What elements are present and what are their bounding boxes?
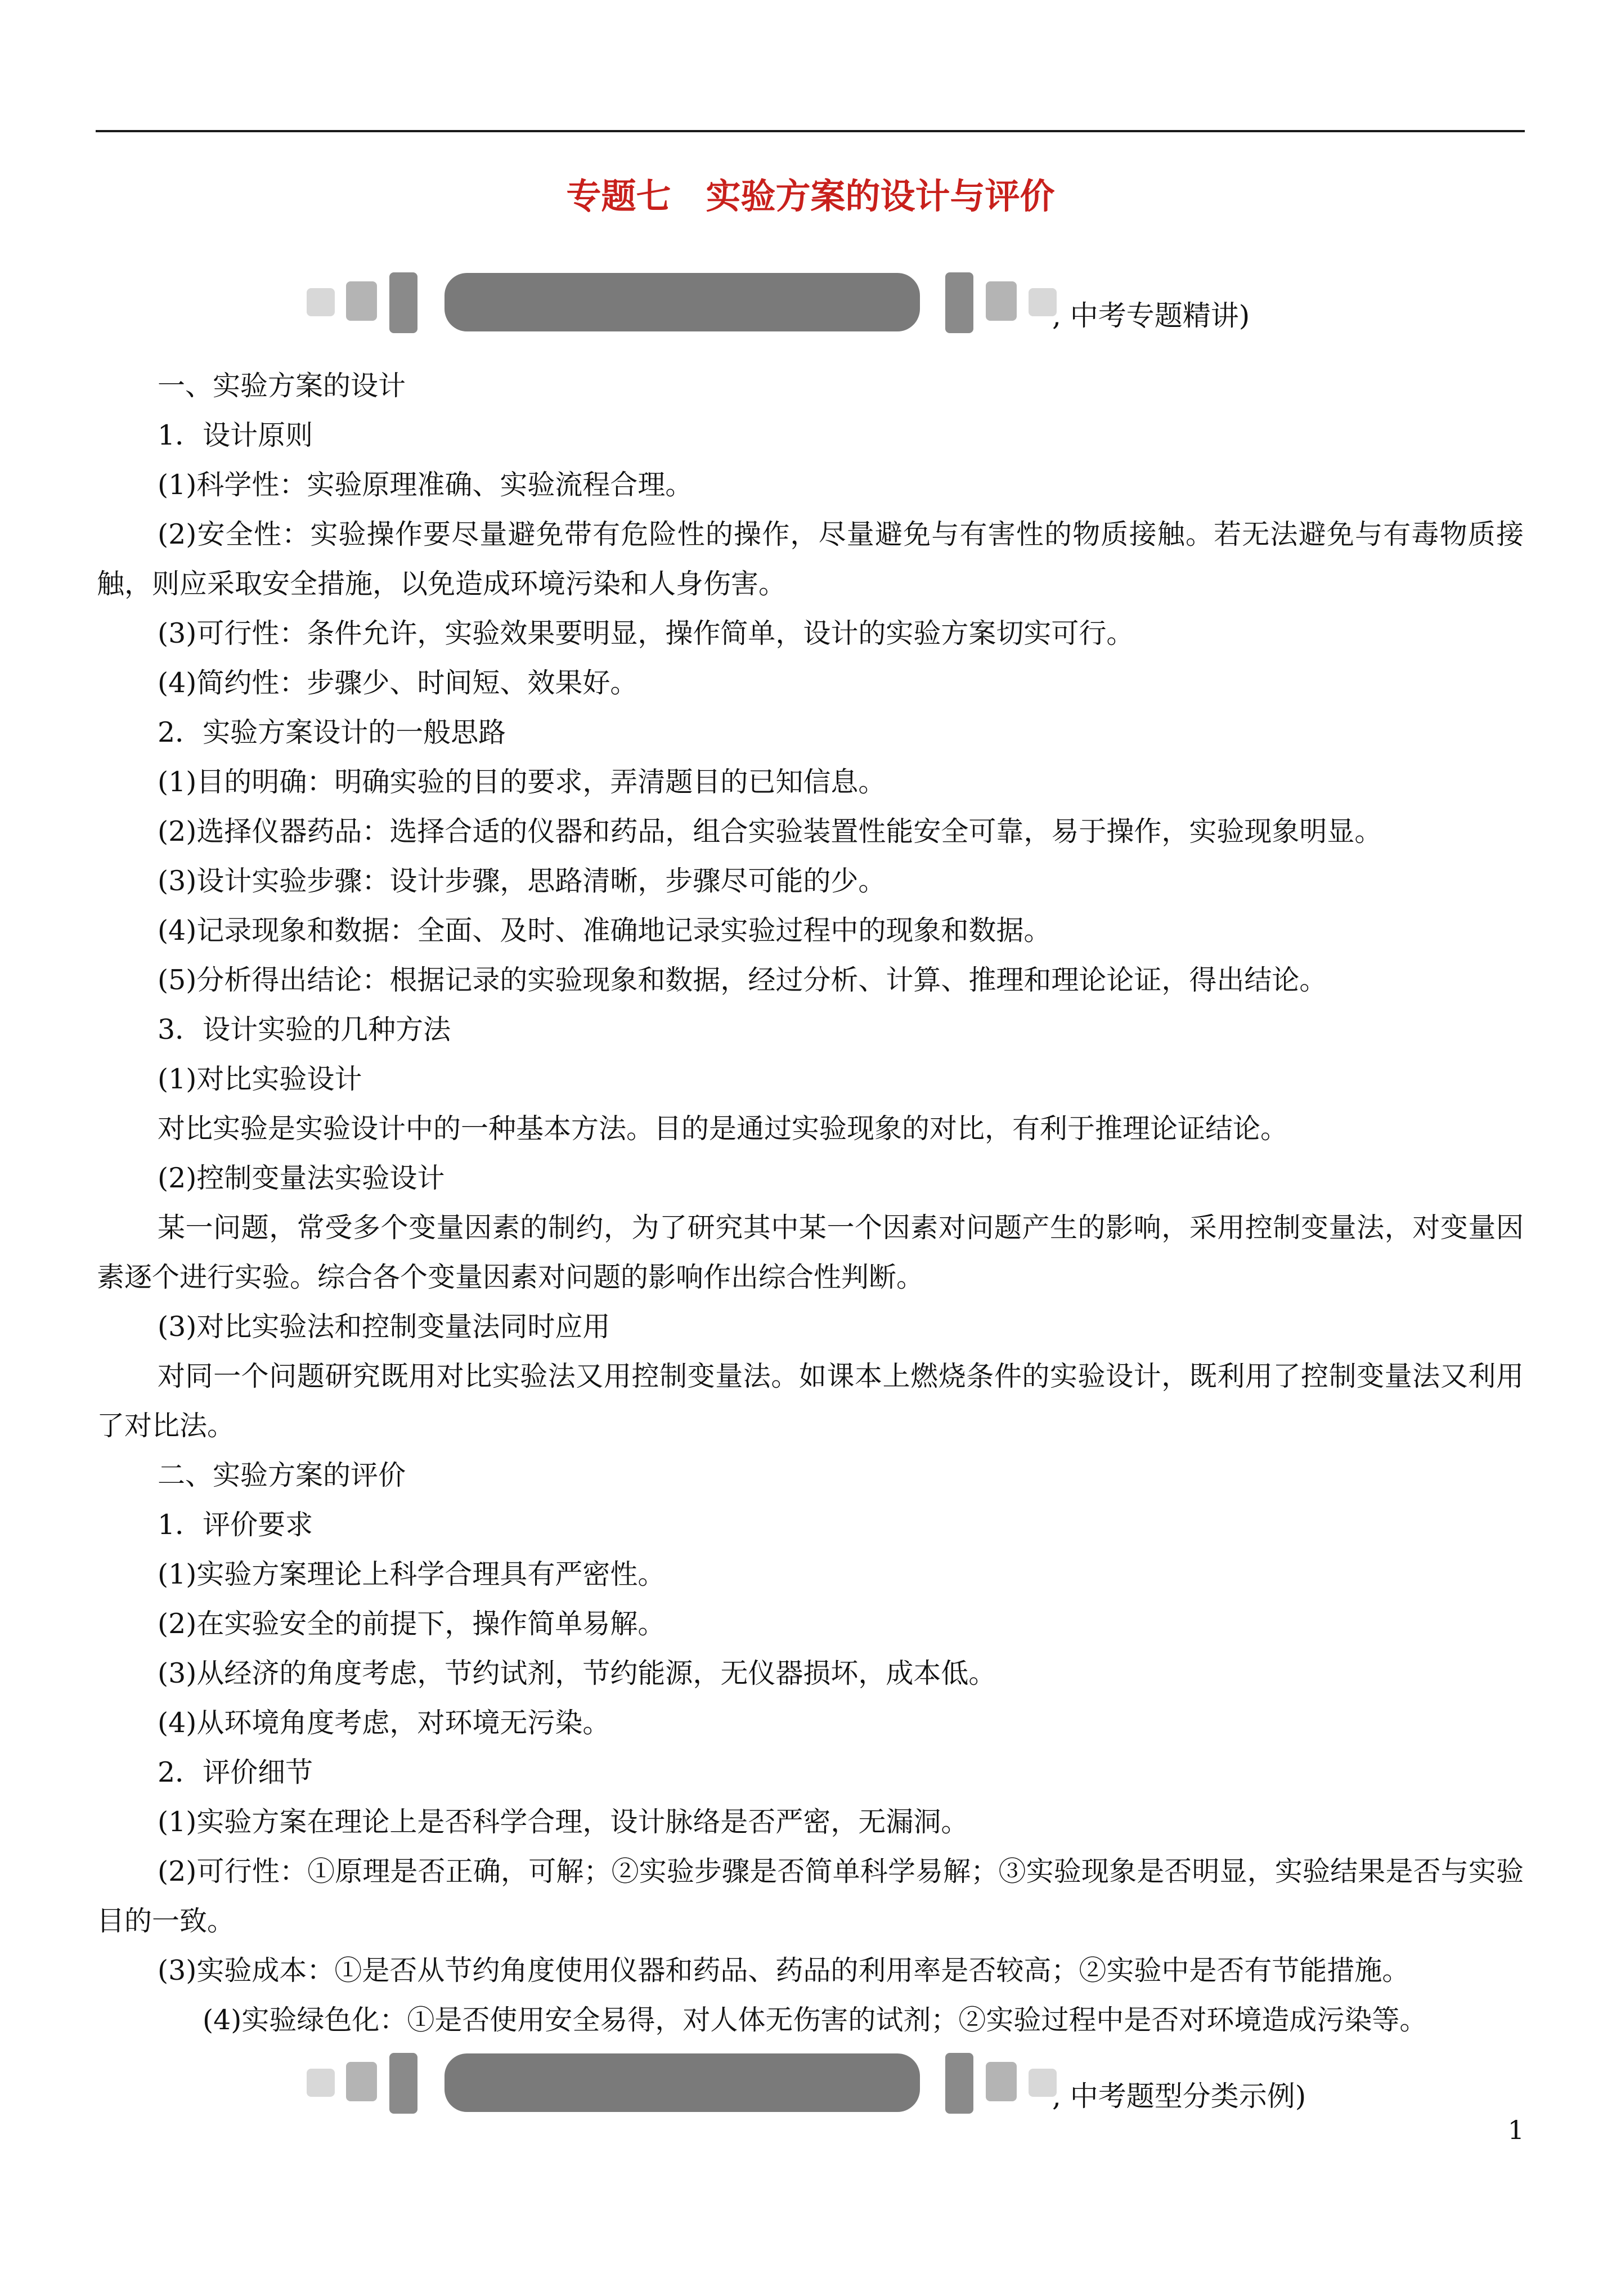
paragraph: (2)在实验安全的前提下，操作简单易解。 [158,1608,666,1640]
paragraph: (5)分析得出结论：根据记录的实验现象和数据，经过分析、计算、推理和理论论证，得出结论。 [158,964,1327,996]
paragraph: (3)从经济的角度考虑，节约试剂，节约能源，无仪器损坏，成本低。 [158,1657,996,1689]
paragraph: (1)实验方案理论上科学合理具有严密性。 [158,1558,666,1590]
paragraph: 对比实验是实验设计中的一种基本方法。目的是通过实验现象的对比，有利于推理论证结论。 [158,1113,1288,1145]
paragraph: (4)简约性：步骤少、时间短、效果好。 [158,667,638,699]
body-text [97,361,1524,2045]
paragraph: (1)目的明确：明确实验的目的要求，弄清题目的已知信息。 [158,766,886,798]
page-number: 1 [1507,2115,1524,2145]
banner-pill [444,2053,920,2112]
header-rule [96,130,1525,132]
paragraph: (4)记录现象和数据：全面、及时、准确地记录实验过程中的现象和数据。 [158,914,1052,947]
paragraph: 二、实验方案的评价 [158,1459,406,1491]
paragraph: 2．评价细节 [158,1756,313,1788]
paragraph: (3)实验成本：①是否从节约角度使用仪器和药品、药品的利用率是否较高；②实验中是否有节能措施。 [158,1954,1410,1986]
paragraph: (3)设计实验步骤：设计步骤，思路清晰，步骤尽可能的少。 [158,865,886,897]
page-title: 专题七 实验方案的设计与评价 [566,176,1055,217]
paragraph: (4)实验绿色化：①是否使用安全易得，对人体无伤害的试剂；②实验过程中是否对环境造成污染等。 [203,2004,1427,2036]
paragraph: 一、实验方案的设计 [158,370,406,402]
paragraph: 1．评价要求 [158,1509,313,1541]
banner-label: , 中考题型分类示例) [1052,2080,1306,2113]
paragraph: (1)实验方案在理论上是否科学合理，设计脉络是否严密，无漏洞。 [158,1806,969,1838]
section-banner-examples [0,2048,1621,2122]
banner-label: , 中考专题精讲) [1052,299,1250,332]
paragraph: (2)控制变量法实验设计 [158,1162,445,1194]
paragraph: (1)对比实验设计 [158,1063,362,1095]
banner-pill [444,273,920,331]
paragraph: 对同一个问题研究既用对比实验法又用控制变量法。如课本上燃烧条件的实验设计，既利用了控制变量法又利用了对比法。 [97,1360,1524,1442]
paragraph: 3．设计实验的几种方法 [158,1014,451,1046]
paragraph: (1)科学性：实验原理准确、实验流程合理。 [158,469,693,501]
paragraph: (4)从环境角度考虑，对环境无污染。 [158,1707,610,1739]
section-banner-lecture [0,268,1621,341]
paragraph: (3)可行性：条件允许，实验效果要明显，操作简单，设计的实验方案切实可行。 [158,617,1134,649]
paragraph: (2)安全性：实验操作要尽量避免带有危险性的操作，尽量避免与有害性的物质接触。若无法避免与有毒物质接触，则应采取安全措施，以免造成环境污染和人身伤害。 [97,518,1524,600]
paragraph: 1．设计原则 [158,419,313,451]
paragraph: 2．实验方案设计的一般思路 [158,716,506,748]
paragraph: (3)对比实验法和控制变量法同时应用 [158,1311,610,1343]
paragraph: (2)可行性：①原理是否正确，可解；②实验步骤是否简单科学易解；③实验现象是否明显，实验结果是否与实验目的一致。 [97,1855,1524,1937]
paragraph: 某一问题，常受多个变量因素的制约，为了研究其中某一个因素对问题产生的影响，采用控制变量法，对变量因素逐个进行实验。综合各个变量因素对问题的影响作出综合性判断。 [97,1212,1524,1293]
paragraph: (2)选择仪器药品：选择合适的仪器和药品，组合实验装置性能安全可靠，易于操作，实验现象明显。 [158,815,1382,847]
